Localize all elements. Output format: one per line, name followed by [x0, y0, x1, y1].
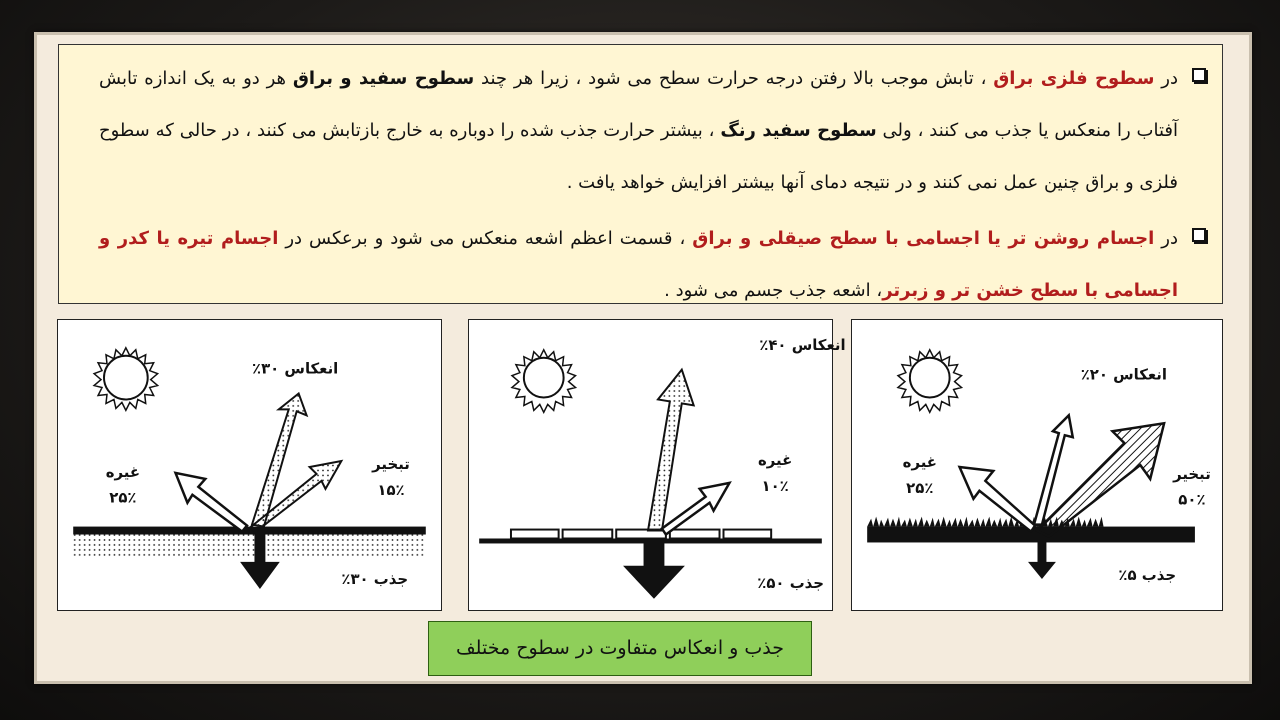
- highlighted-phrase: اجسام روشن تر یا اجسامی با سطح صیقلی و براق: [692, 228, 1155, 249]
- reflection-label: انعکاس ۴۰٪: [759, 335, 846, 354]
- ground-surface: [479, 530, 822, 544]
- other-label: غیره: [757, 451, 793, 469]
- other-value: ۲۵٪: [109, 488, 137, 507]
- other-arrow: [662, 483, 730, 535]
- paragraph-text: در: [1154, 228, 1179, 249]
- diagram-panel-middle: [468, 319, 846, 611]
- other-arrow: [960, 467, 1035, 532]
- caption-box: جذب و انعکاس متفاوت در سطوح مختلف: [428, 621, 812, 676]
- other-value: ۱۰٪: [761, 476, 789, 495]
- other-label: غیره: [105, 462, 141, 481]
- paragraph-text: در: [1154, 68, 1179, 89]
- highlighted-phrase: سطوح فلزی براق: [993, 68, 1155, 89]
- evaporation-label: تبخیر: [372, 454, 410, 473]
- absorption-arrow: [1029, 542, 1055, 578]
- surface-diagram-middle: [469, 320, 846, 610]
- reflection-label: انعکاس ۳۰٪: [251, 359, 339, 378]
- absorption-label: جذب ۵٪: [1118, 566, 1177, 585]
- checkbox-bullet-icon: [1192, 68, 1206, 82]
- sun-icon: [512, 350, 576, 413]
- paragraph-2: [99, 213, 1212, 317]
- absorption-label: جذب ۳۰٪: [341, 570, 409, 589]
- other-value: ۲۵٪: [906, 478, 934, 497]
- paragraph-1: [99, 53, 1212, 209]
- diagram-panel-left: [57, 319, 442, 611]
- highlighted-phrase: سطوح سفید رنگ: [720, 120, 877, 141]
- checkbox-bullet-icon: [1192, 228, 1206, 242]
- highlighted-phrase: اجسام تیره یا کدر و اجسامی با سطح خشن تر و زبرتر: [99, 228, 1178, 301]
- other-arrow: [176, 473, 248, 532]
- evaporation-value: ۵۰٪: [1178, 490, 1206, 509]
- paragraph-text: هر دو به یک اندازه تابش آفتاب را منعکس یا جذب می کنند ، ولی: [99, 68, 1178, 141]
- sun-icon: [94, 348, 158, 411]
- surface-diagram-left: [58, 320, 441, 610]
- evaporation-value: ۱۵٪: [377, 480, 405, 499]
- paragraph-text: ، اشعه جذب جسم می شود .: [664, 280, 883, 301]
- absorption-arrow: [624, 543, 684, 598]
- paragraph-text: ، تابش موجب بالا رفتن درجه حرارت سطح می شود ، زیرا هر چند: [474, 68, 994, 89]
- other-label: غیره: [902, 452, 937, 471]
- reflection-arrow: [648, 370, 694, 531]
- text-box: [58, 44, 1223, 304]
- reflection-label: انعکاس ۲۰٪: [1080, 365, 1167, 384]
- paragraph-text: ، بیشتر حرارت جذب شده را دوباره به خارج بازتابش می کنند ، در حالی که سطوح فلزی و براق چنین عمل نمی کنند و در نتیجه دمای آنها بیشتر افزایش خواهد یافت .: [99, 120, 1178, 193]
- evaporation-label: تبخیر: [1173, 464, 1211, 483]
- absorption-label: جذب ۵۰٪: [757, 574, 824, 593]
- sun-icon: [898, 350, 962, 413]
- diagram-panel-right: [851, 319, 1223, 611]
- surface-diagram-right: [852, 320, 1222, 610]
- highlighted-phrase: سطوح سفید و براق: [292, 68, 475, 89]
- paragraph-text: ، قسمت اعظم اشعه منعکس می شود و برعکس در: [278, 228, 693, 249]
- ground-surface: [73, 527, 426, 557]
